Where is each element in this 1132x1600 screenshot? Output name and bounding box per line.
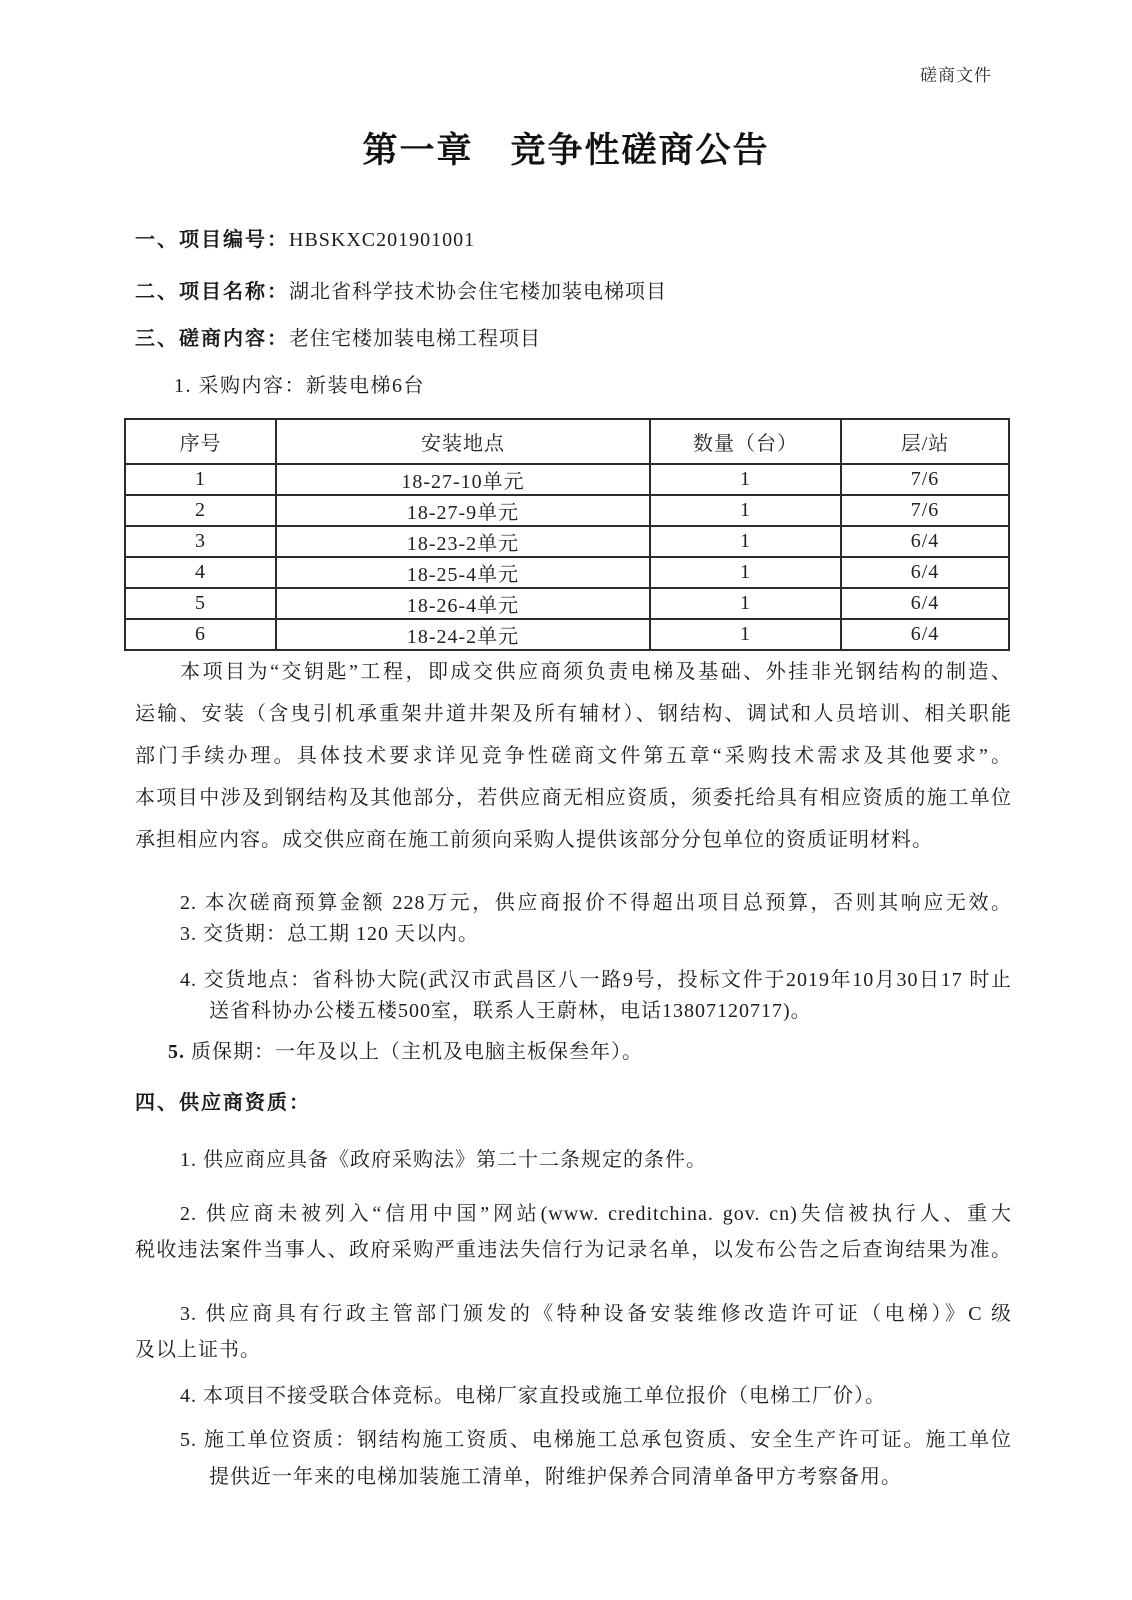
qualification-line: 及以上证书。 [135,1339,261,1361]
project-name-row [135,278,1012,306]
summary-line: 部门手续办理。具体技术要求详见竞争性磋商文件第五章“采购技术需求及其他要求”。 [135,745,1012,767]
table-cell: 6/4 [841,557,1009,588]
table-row [125,619,1009,650]
table-row [125,495,1009,526]
project-summary-paragraph [135,651,1012,861]
qualification-item-1: 1. 供应商应具备《政府采购法》第二十二条规定的条件。 [180,1149,707,1171]
table-cell: 18-23-2单元 [276,526,650,557]
warranty-item-number: 5. [168,1041,185,1063]
supplier-qualification-heading: 四、供应商资质： [135,1092,311,1114]
delivery-place-line: 4. 交货地点：省科协大院(武汉市武昌区八一路9号，投标文件于2019年10月30日17 时止 [180,969,1012,991]
project-name-label: 二、项目名称： [135,281,289,303]
qualification-item-3 [135,1296,1012,1368]
table-cell: 1 [650,495,841,526]
project-number-row [135,226,1012,254]
delivery-time-item: 3. 交货期：总工期 120 天以内。 [180,923,479,945]
summary-line: 运输、安装（含曳引机承重架井道井架及所有辅材）、钢结构、调试和人员培训、相关职能 [135,703,1012,725]
table-cell: 1 [650,464,841,495]
table-cell: 3 [125,526,276,557]
table-cell: 18-25-4单元 [276,557,650,588]
table-cell: 1 [650,619,841,650]
chapter-title: 第一章 竞争性磋商公告 [362,131,770,170]
document-body [0,226,1132,1496]
table-row [125,557,1009,588]
table-cell: 18-24-2单元 [276,619,650,650]
project-number-label: 一、项目编号： [135,229,289,251]
table-cell: 6/4 [841,588,1009,619]
col-header-qty: 数量（台） [650,419,841,464]
consultation-content-value: 老住宅楼加装电梯工程项目 [289,328,541,350]
table-cell: 18-26-4单元 [276,588,650,619]
qualification-line: 5. 施工单位资质：钢结构施工资质、电梯施工总承包资质、安全生产许可证。施工单位 [180,1429,1012,1451]
consultation-content-label: 三、磋商内容： [135,328,289,350]
budget-item: 2. 本次磋商预算金额 228万元，供应商报价不得超出项目总预算，否则其响应无效。 [180,892,1012,914]
qualification-line: 3. 供应商具有行政主管部门颁发的《特种设备安装维修改造许可证（电梯）》C 级 [180,1303,1012,1325]
project-number-value: HBSKXC201901001 [289,229,476,251]
col-header-seq: 序号 [125,419,276,464]
col-header-floors: 层/站 [841,419,1009,464]
table-cell: 7/6 [841,495,1009,526]
warranty-item-text: 质保期：一年及以上（主机及电脑主板保叁年）。 [191,1041,643,1063]
table-cell: 2 [125,495,276,526]
table-row [125,464,1009,495]
table-row [125,588,1009,619]
table-cell: 7/6 [841,464,1009,495]
delivery-place-line: 送省科协办公楼五楼500室，联系人王蔚林，电话13807120717)。 [209,1000,812,1022]
consultation-content-row [135,325,1012,353]
table-cell: 6/4 [841,526,1009,557]
qualification-line: 2. 供应商未被列入“信用中国”网站(www. creditchina. gov. cn)失信被执行人、重大 [180,1203,1012,1225]
summary-line: 承担相应内容。成交供应商在施工前须向采购人提供该部分分包单位的资质证明材料。 [135,829,933,851]
qualification-item-4: 4. 本项目不接受联合体竞标。电梯厂家直投或施工单位报价（电梯工厂价）。 [180,1385,886,1407]
table-cell: 18-27-9单元 [276,495,650,526]
purchase-content-line: 1. 采购内容：新装电梯6台 [174,375,425,397]
summary-line: 本项目中涉及到钢结构及其他部分，若供应商无相应资质，须委托给具有相应资质的施工单位 [135,787,1012,809]
table-row [125,526,1009,557]
qualification-item-2 [135,1196,1012,1268]
budget-and-delivery-items [135,888,1012,950]
table-cell: 1 [125,464,276,495]
qualification-item-5 [135,1422,1012,1496]
table-cell: 1 [650,588,841,619]
table-cell: 4 [125,557,276,588]
table-cell: 1 [650,557,841,588]
table-cell: 5 [125,588,276,619]
table-cell: 1 [650,526,841,557]
col-header-location: 安装地点 [276,419,650,464]
warranty-item [135,1037,1012,1068]
delivery-place-item [135,965,1012,1027]
table-header-row [125,419,1009,464]
doc-type-label: 磋商文件 [920,66,992,85]
elevator-units-table [124,418,1010,651]
summary-line: 本项目为“交钥匙”工程，即成交供应商须负责电梯及基础、外挂非光钢结构的制造、 [180,661,1012,683]
table-cell: 18-27-10单元 [276,464,650,495]
qualification-line: 税收违法案件当事人、政府采购严重违法失信行为记录名单，以发布公告之后查询结果为准。 [135,1239,1012,1261]
project-name-value: 湖北省科学技术协会住宅楼加装电梯项目 [289,281,667,303]
table-cell: 6/4 [841,619,1009,650]
table-cell: 6 [125,619,276,650]
qualification-line: 提供近一年来的电梯加装施工清单，附维护保养合同清单备甲方考察备用。 [209,1466,902,1488]
